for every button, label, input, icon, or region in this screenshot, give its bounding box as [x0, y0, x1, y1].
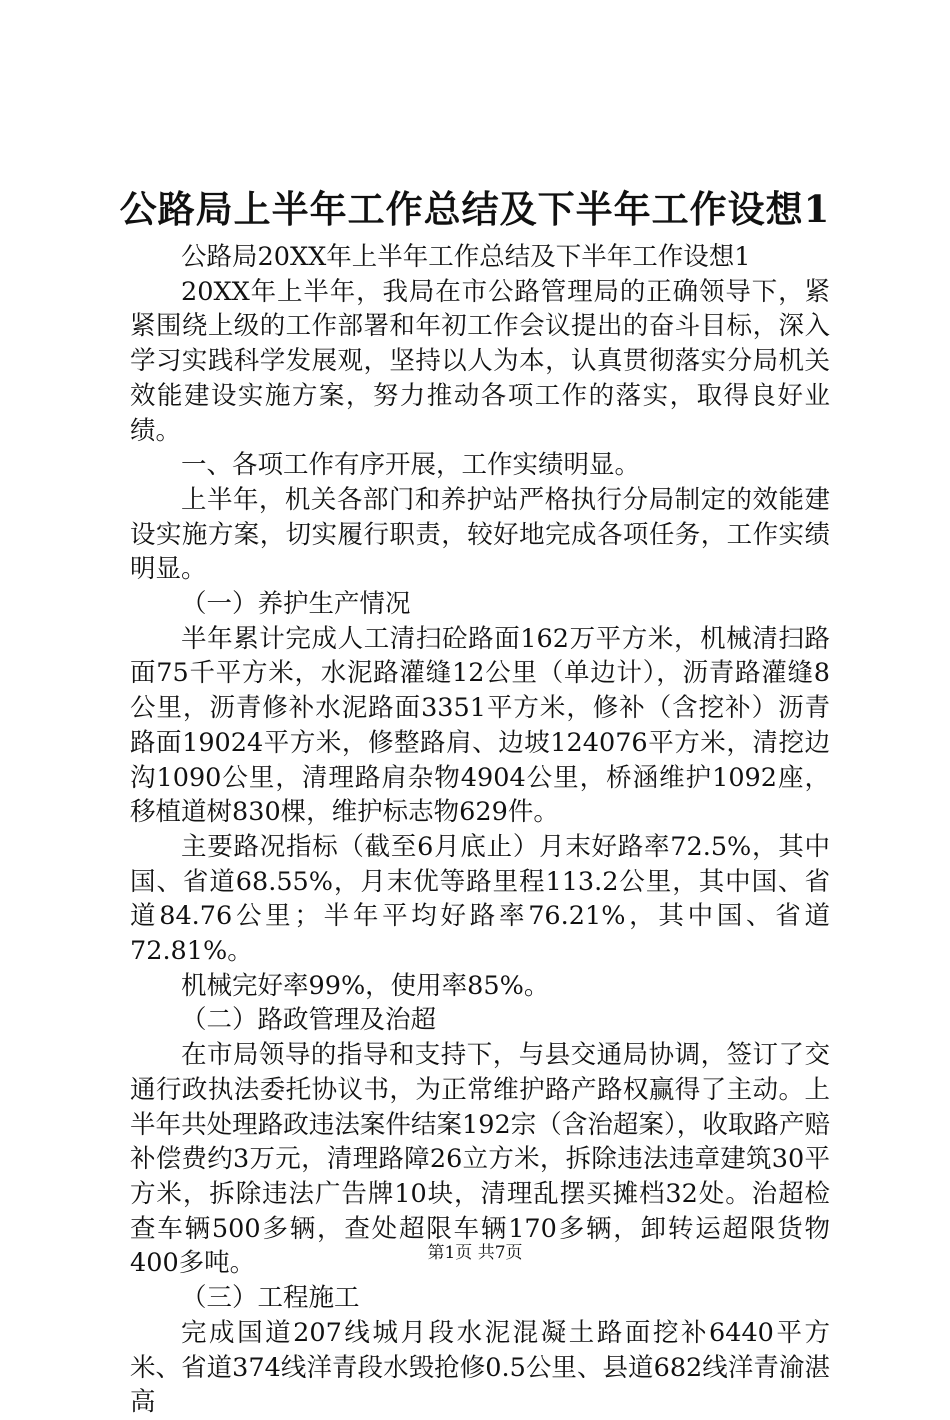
paragraph-maintenance: 半年累计完成人工清扫砼路面162万平方米，机械清扫路面75千平方米，水泥路灌缝12公里（单边计），沥青路灌缝8公里，沥青修补水泥路面3351平方米，修补（含挖补）沥青路面19024平方米，修整路肩、边坡124076平方米，清挖边沟1090公里，清理路肩杂物4904公里，桥涵维护1092座，移植道树830棵，维护标志物629件。 [130, 623, 830, 828]
document-title: 公路局上半年工作总结及下半年工作设想1 [119, 187, 831, 231]
paragraph-machinery: 机械完好率99%，使用率85%。 [181, 970, 550, 1001]
paragraph-subtitle: 公路局20XX年上半年工作总结及下半年工作设想1 [181, 242, 751, 272]
paragraph-construction: 完成国道207线城月段水泥混凝土路面挖补6440平方米、省道374线洋青段水毁抢修0.5公里、县道682线洋青渝湛高 [130, 1317, 830, 1418]
subsection-heading-maintenance: （一）养护生产情况 [181, 589, 411, 620]
page-footer: 第1页 共7页 [427, 1243, 523, 1263]
section-heading-1: 一、各项工作有序开展，工作实绩明显。 [181, 450, 641, 481]
paragraph-road-admin: 在市局领导的指导和支持下，与县交通局协调，签订了交通行政执法委托协议书，为正常维护路产路权赢得了主动。上半年共处理路政违法案件结案192宗（含治超案），收取路产赔补偿费约3万元，清理路障26立方米，拆除违法违章建筑30平方米，拆除违法广告牌10块，清理乱摆买摊档32处。治超检查车辆500多辆，查处超限车辆170多辆，卸转运超限货物400多吨。 [130, 1040, 830, 1279]
subsection-heading-construction: （三）工程施工 [181, 1283, 360, 1314]
paragraph-road-indicators: 主要路况指标（截至6月底止）月末好路率72.5%，其中国、省道68.55%，月末优等路里程113.2公里，其中国、省道84.76公里；半年平均好路率76.21%，其中国、省道72.81%。 [130, 831, 830, 967]
paragraph-intro: 20XX年上半年，我局在市公路管理局的正确领导下，紧紧围绕上级的工作部署和年初工作会议提出的奋斗目标，深入学习实践科学发展观，坚持以人为本，认真贯彻落实分局机关效能建设实施方案，努力推动各项工作的落实，取得良好业绩。 [130, 276, 830, 446]
subsection-heading-road-admin: （二）路政管理及治超 [181, 1005, 437, 1036]
paragraph-section-1: 上半年，机关各部门和养护站严格执行分局制定的效能建设实施方案，切实履行职责，较好地完成各项任务，工作实绩明显。 [130, 484, 830, 585]
